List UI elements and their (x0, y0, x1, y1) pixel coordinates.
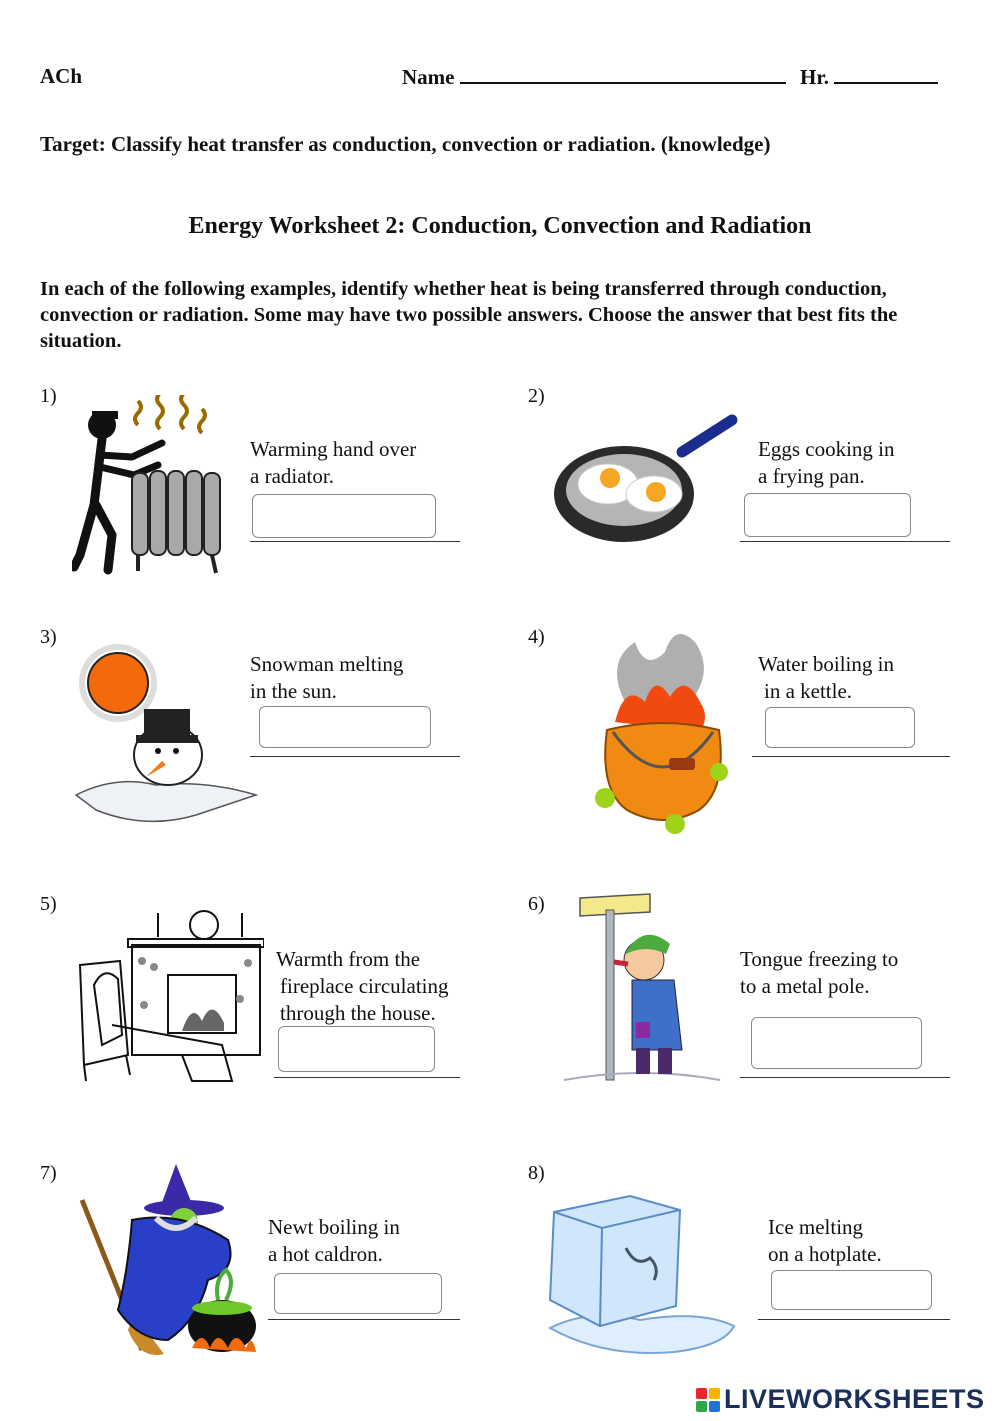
item-number: 3) (40, 626, 57, 648)
boiling-pot-icon (585, 612, 735, 842)
answer-input-1[interactable] (252, 494, 436, 538)
name-line (460, 64, 786, 84)
hour-line (834, 64, 938, 84)
answer-input-6[interactable] (751, 1017, 922, 1069)
target-statement: Target: Classify heat transfer as conduction, convection or radiation. (knowledge) (40, 132, 771, 156)
item-description: Warming hand over a radiator. (250, 437, 417, 488)
answer-input-3[interactable] (259, 706, 431, 748)
item-description: Water boiling in in a kettle. (758, 652, 894, 703)
answer-line (250, 541, 460, 542)
answer-line (740, 1077, 950, 1078)
melting-snowman-icon (72, 625, 262, 840)
item-description: Ice melting on a hotplate. (768, 1215, 882, 1266)
item-number: 1) (40, 385, 57, 407)
item-number: 6) (528, 893, 545, 915)
answer-input-2[interactable] (744, 493, 911, 537)
answer-input-5[interactable] (278, 1026, 435, 1072)
item-description: Newt boiling in a hot caldron. (268, 1215, 400, 1266)
answer-line (274, 1077, 460, 1078)
instructions: In each of the following examples, identify whether heat is being transferred through conduction, convection or radiation. Some may have two possible answers. Choose the answer that best fits the situation. (40, 278, 898, 352)
witch-caldron-icon (72, 1160, 264, 1360)
answer-input-7[interactable] (274, 1273, 442, 1314)
radiator-icon (72, 395, 237, 580)
answer-line (758, 1319, 950, 1320)
answer-line (268, 1319, 460, 1320)
item-number: 8) (528, 1162, 545, 1184)
item-number: 7) (40, 1162, 57, 1184)
answer-input-8[interactable] (771, 1270, 932, 1310)
frying-pan-icon (552, 412, 744, 548)
answer-line (250, 756, 460, 757)
hour-label: Hr. (800, 64, 938, 90)
item-number: 5) (40, 893, 57, 915)
brand-name: LIVEWORKSHEETS (724, 1384, 985, 1414)
item-description: Eggs cooking in a frying pan. (758, 437, 895, 488)
frozen-pole-icon (562, 890, 722, 1086)
course-label: ACh (40, 64, 83, 88)
page-title: Energy Worksheet 2: Conduction, Convection and Radiation (188, 213, 812, 239)
item-description: Snowman melting in the sun. (250, 652, 404, 703)
answer-input-4[interactable] (765, 707, 915, 748)
answer-line (752, 756, 950, 757)
item-number: 4) (528, 626, 545, 648)
fireplace-icon (72, 905, 264, 1085)
item-number: 2) (528, 385, 545, 407)
item-description: Warmth from the fireplace circulating through the house. (276, 947, 449, 1025)
ice-cube-icon (540, 1188, 740, 1356)
logo-mark-icon (696, 1388, 720, 1412)
answer-line (740, 541, 950, 542)
liveworksheets-logo (696, 1384, 985, 1415)
name-label: Name (402, 64, 786, 90)
item-description: Tongue freezing to to a metal pole. (740, 947, 899, 998)
